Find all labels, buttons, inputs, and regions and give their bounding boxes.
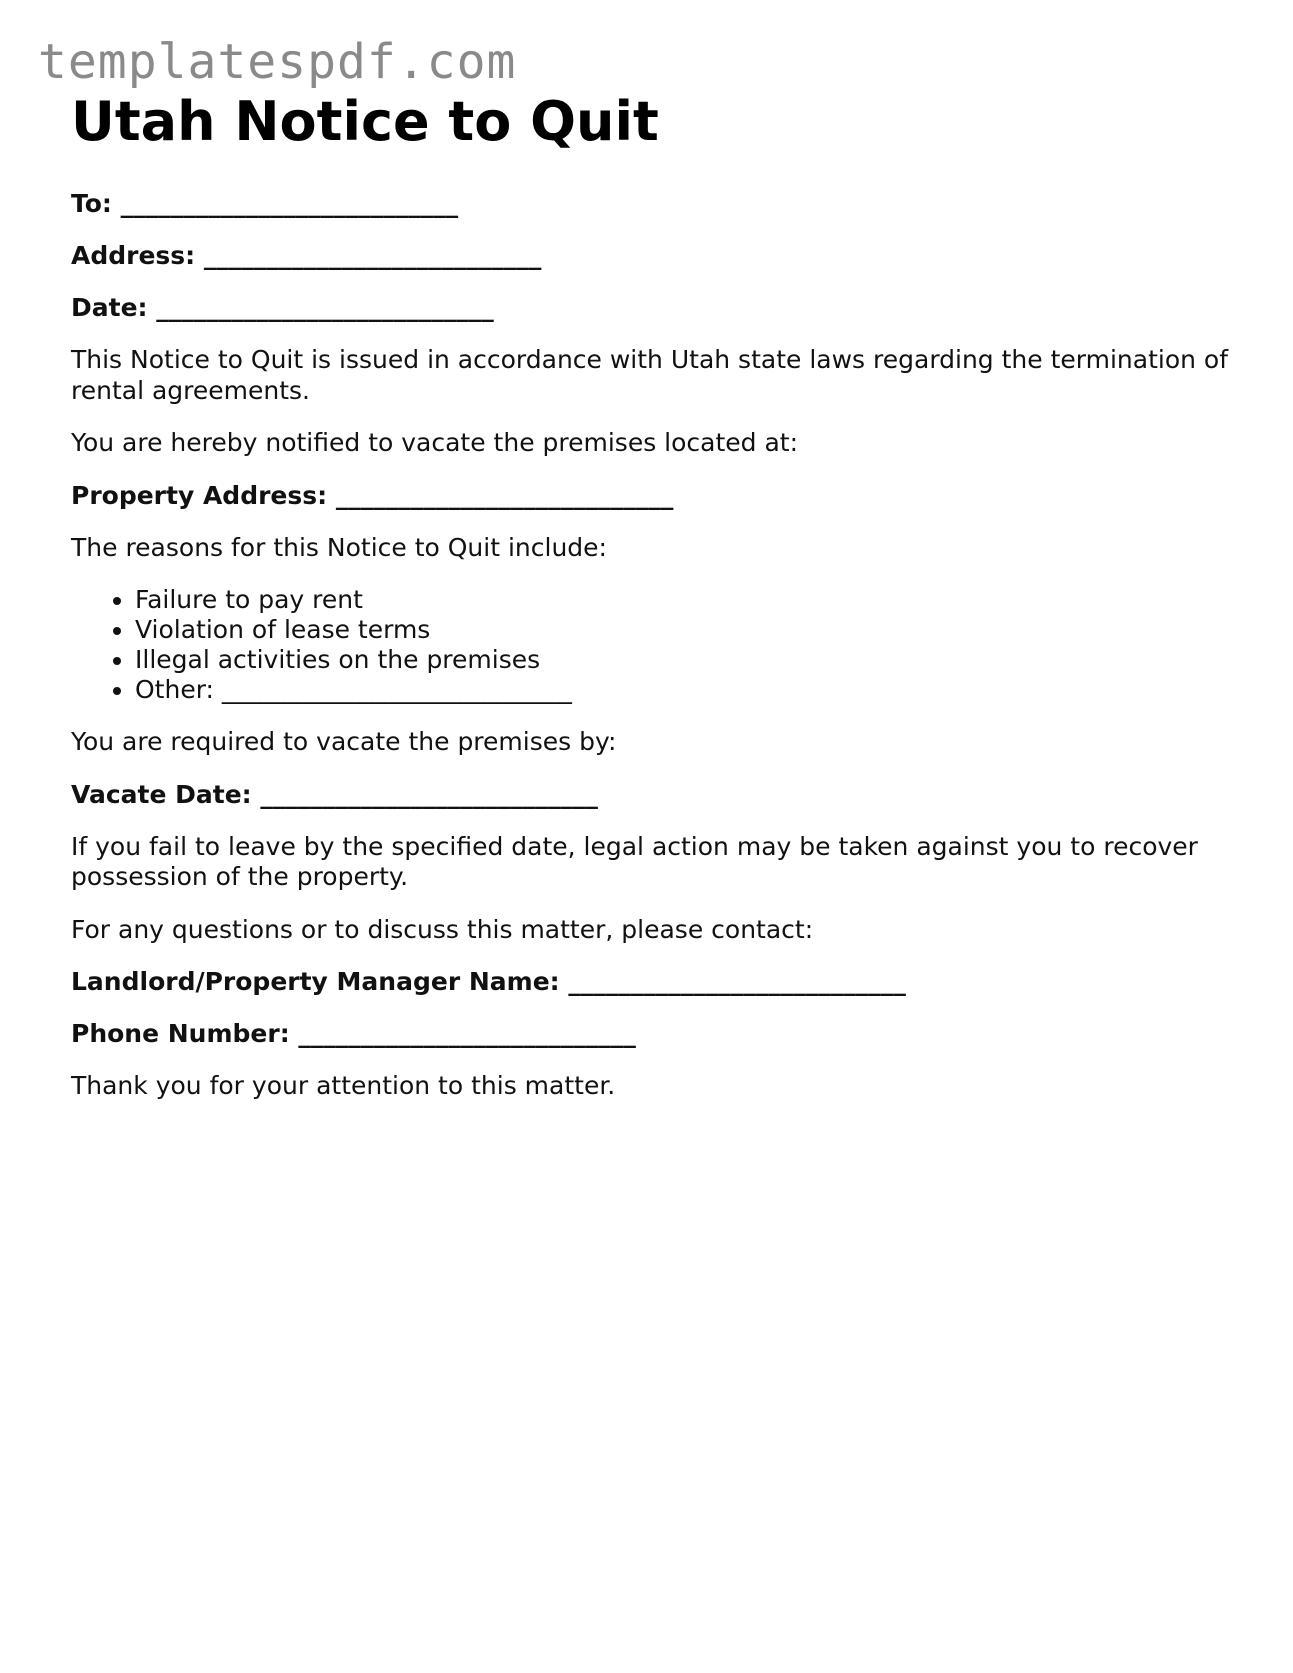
watermark: templatespdf.com — [38, 34, 517, 90]
reason-item: • Violation of lease terms — [135, 615, 1231, 645]
address-blank[interactable]: ___________________________ — [203, 241, 542, 271]
legal-action-paragraph: If you fail to leave by the specified date, legal action may be taken against you to recover possession of the property. — [71, 831, 1198, 892]
notified-paragraph: You are hereby notified to vacate the premises located at: — [71, 428, 799, 458]
property-address-label: Property Address: — [71, 480, 328, 510]
date-label: Date: — [71, 293, 148, 323]
to-blank[interactable]: ___________________________ — [120, 189, 459, 219]
reason-other-blank[interactable]: ____________________________ — [221, 675, 572, 705]
phone-blank[interactable]: ___________________________ — [298, 1019, 636, 1049]
vacate-date-field — [71, 780, 1231, 810]
reason-item-other — [135, 675, 1231, 705]
reasons-list — [71, 585, 1231, 705]
to-field — [71, 189, 1231, 219]
reason-other-label: Other: — [135, 675, 214, 705]
manager-name-label: Landlord/Property Manager Name: — [71, 967, 560, 997]
manager-name-blank[interactable]: ___________________________ — [568, 967, 906, 997]
property-address-field — [71, 481, 1231, 511]
manager-name-field — [71, 967, 1231, 997]
intro-paragraph: This Notice to Quit is issued in accordance with Utah state laws regarding the termination of rental agreements. — [71, 345, 1229, 405]
vacate-date-blank[interactable]: ___________________________ — [260, 779, 598, 809]
date-field — [71, 293, 1231, 323]
contact-paragraph: For any questions or to discuss this matter, please contact: — [71, 914, 814, 944]
vacate-date-label: Vacate Date: — [71, 779, 252, 809]
phone-field — [71, 1019, 1231, 1049]
address-field — [71, 241, 1231, 271]
vacate-by-paragraph: You are required to vacate the premises by: — [71, 727, 617, 757]
to-label: To: — [71, 189, 112, 219]
date-blank[interactable]: ___________________________ — [156, 293, 494, 323]
document-page — [71, 92, 1231, 1102]
reason-item: • Illegal activities on the premises — [135, 645, 1231, 675]
reasons-intro-paragraph: The reasons for this Notice to Quit include: — [71, 532, 607, 562]
page-title: Utah Notice to Quit — [71, 90, 659, 153]
phone-label: Phone Number: — [71, 1019, 290, 1049]
reason-item: • Failure to pay rent — [135, 585, 1231, 615]
thanks-paragraph: Thank you for your attention to this matter. — [71, 1071, 616, 1101]
property-address-blank[interactable]: ___________________________ — [335, 480, 674, 510]
address-label: Address: — [71, 241, 196, 271]
